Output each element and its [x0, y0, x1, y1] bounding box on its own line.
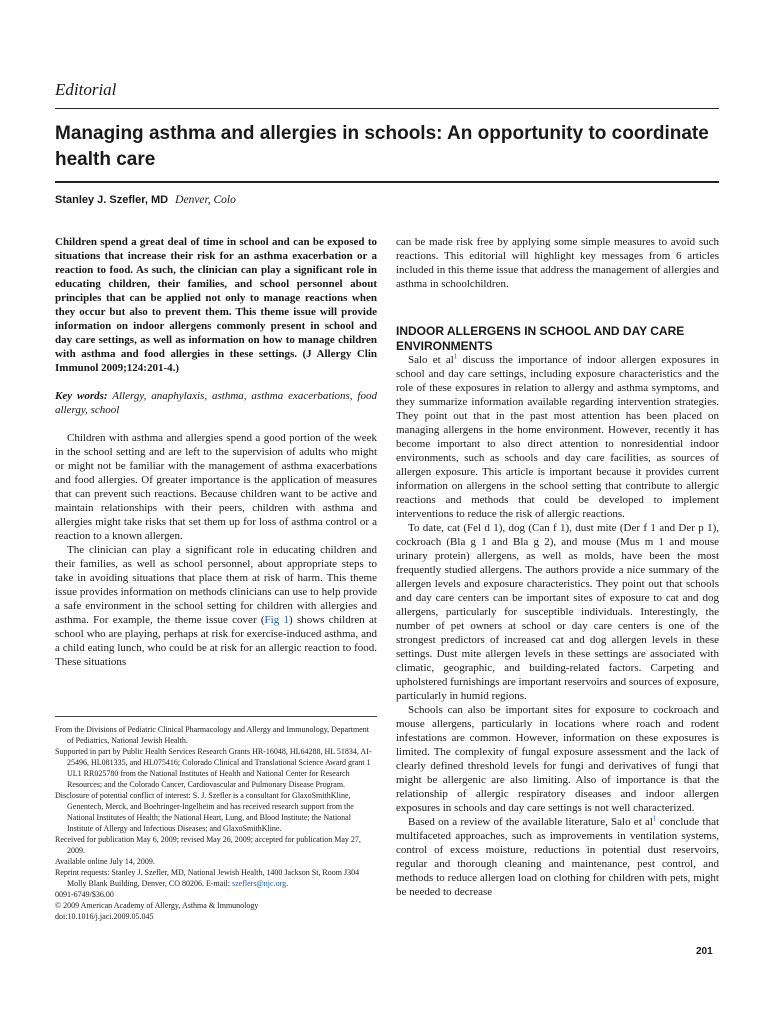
- right-paragraph-3: Schools can also be important sites for exposure to cockroach and mouse allergens, particularly in locations where roach and rodent infestations are common. However, information on these exposures is limited. The complexity of fungal exposure assessment and the lack of clearly defined threshold levels for fungi and derivatives of fungi that might be allergenic are also limiting. Also of importance is that the relationship of allergic respiratory diseases and indoor allergen exposures in schools and day care settings is not well characterized.: [396, 704, 719, 814]
- right-paragraph-2: To date, cat (Fel d 1), dog (Can f 1), dust mite (Der f 1 and Der p 1), cockroach (Bla g 1 and Bla g 2), and mouse (Mus m 1 and mouse urinary protein) allergens, as well as molds, have been the most frequently studied allergens. The authors provide a nice summary of the allergen levels and exposure characteristics. They point out that schools and day care centers can be important sites of exposure to cat and dog allergens, particularly for susceptible individuals. Interestingly, the number of pet owners at school or day care centers is one of the strongest predictors of increased cat and dog allergen levels in these settings. Dust mite allergen levels in these settings are associated with climatic, geographic, and building-related factors. Carpeting and upholstered furnishings are important reservoirs and sources of exposure, particularly in humid regions.: [396, 522, 719, 702]
- right-body: [396, 353, 719, 899]
- right-p4-text-a: Based on a review of the available literature, Salo et al: [408, 816, 653, 828]
- ref-1-link[interactable]: 1: [652, 814, 657, 823]
- footnote-issn: 0091-6749/$36.00: [55, 890, 114, 899]
- footnote-available: Available online July 14, 2009.: [55, 857, 155, 866]
- right-p4-text-b: conclude that multifaceted approaches, such as improvements in ventilation systems, control of excess moisture, reductions in potential dust reservoirs, regular and thorough cleaning and maintenance, pest control, and methods to reduce allergen load on clothing for children with pets, might be needed to decrease: [396, 816, 720, 898]
- section-heading: INDOOR ALLERGENS IN SCHOOL AND DAY CARE ENVIRONMENTS: [396, 324, 685, 353]
- footnote-disclosure: Disclosure of potential conflict of interest: S. J. Szefler is a consultant for GlaxoSmithKline, Genentech, Merck, and Boehringer-Ingelheim and has received research support from the National Institutes of Health; the National Heart, Lung, and Blood Institute; the National Institute of Allergy and Infectious Diseases; and GlaxoSmithKline.: [55, 791, 354, 833]
- footnotes: [55, 724, 377, 922]
- keywords: [55, 389, 377, 417]
- footnote-doi: doi:10.1016/j.jaci.2009.05.045: [55, 912, 154, 921]
- right-p1-text-b: discuss the importance of indoor allergen exposures in school and day care settings, including exposure characteristics and the role of these exposures in relation to allergy and asthma symptoms, and they summarize information available regarding intervention strategies. They point out that in the past most attention has been placed on managing allergens in the home environment. However, recently it has become important to also direct attention to nonresidential indoor environments, such as schools and day care facilities, as sources of allergen exposure. This article is important because it provides current information on allergens in the school setting that contribute to allergic reactions and methods that could be developed to implement interventions to reduce the risk of allergic reactions.: [396, 354, 719, 520]
- reprint-text: Reprint requests: Stanley J. Szefler, MD, National Jewish Health, 1400 Jackson St, Room J304 Molly Blank Building, Denver, CO 80206. E-mail:: [55, 868, 360, 888]
- author-name: Stanley J. Szefler, MD: [55, 194, 169, 206]
- title-rule: [55, 181, 719, 183]
- author-line: [55, 194, 236, 206]
- abstract: Children spend a great deal of time in school and can be exposed to situations that increase their risk for an asthma exacerbation or a reaction to food. As such, the clinician can play a significant role in educating children, their families, and school personnel about principles that can be applied not only to manage reactions when they occur but also to prevent them. This theme issue will provide information on indoor allergens commonly present in school and day care settings, as well as information on how to manage children with asthma and food allergies in these settings. (J Allergy Clin Immunol 2009;124:201-4.): [55, 236, 377, 374]
- left-paragraph-2: [55, 543, 377, 669]
- reprint-period: .: [286, 879, 289, 888]
- article-title: Managing asthma and allergies in schools: An opportunity to coordinate health care: [55, 123, 709, 170]
- footnote-funding: Supported in part by Public Health Services Research Grants HR-16048, HL64288, HL 51834, AI-25496, HL081335, and HL075416; Colorado Clinical and Translational Science Award grant 1 UL1 RR025780 from the National Institutes of Health and National Center for Research Resources; and the Colorado Cancer, Cardiovascular and Pulmonary Disease Program.: [55, 747, 372, 789]
- section-label: Editorial: [55, 80, 117, 99]
- keywords-label: Key words:: [55, 390, 108, 402]
- left-paragraph-1: Children with asthma and allergies spend a good portion of the week in the school setting and are left to the supervision of adults who might or might not be familiar with the management of asthma exacerbations and food allergies. Of greater importance is the application of measures that can prevent such reactions. Because children want to be active and maintain relationships with their peers, children with asthma and allergies might take risks that set them up for loss of asthma control or a reaction to a known allergen.: [55, 432, 377, 542]
- author-location: Denver, Colo: [175, 194, 236, 206]
- right-p1-text-a: Salo et al: [408, 354, 454, 366]
- footnote-received: Received for publication May 6, 2009; revised May 26, 2009; accepted for publication May 27, 2009.: [55, 835, 361, 855]
- ref-1-link[interactable]: 1: [453, 352, 458, 361]
- fig1-link[interactable]: Fig 1: [264, 614, 289, 626]
- email-link[interactable]: szeflers@njc.org: [232, 879, 287, 888]
- footnote-copyright: © 2009 American Academy of Allergy, Asthma & Immunology: [55, 901, 259, 910]
- left-body: [55, 431, 377, 669]
- left-p2-text-b: ) shows children at school who are playing, perhaps at risk for exercise-induced asthma, and a child eating lunch, who could be at risk for an allergic reaction to food. These situations: [55, 614, 377, 668]
- footnote-rule: [55, 716, 377, 717]
- right-paragraph-4: [396, 815, 719, 899]
- keywords-text: Allergy, anaphylaxis, asthma, asthma exacerbations, food allergy, school: [55, 390, 377, 416]
- left-p2-text-a: The clinician can play a significant role in educating children and their families, as well as school personnel, about appropriate steps to take in avoiding situations that place them at risk of harm. This theme issue provides information on methods clinicians can use to help provide a safe environment in the school setting for children with allergies and asthma. For example, the theme issue cover (: [55, 544, 377, 626]
- right-paragraph-1: [396, 353, 719, 521]
- footnote-affiliation: From the Divisions of Pediatric Clinical Pharmacology and Allergy and Immunology, Department of Pediatrics, National Jewish Health.: [55, 725, 369, 745]
- top-rule: [55, 108, 719, 109]
- right-intro: can be made risk free by applying some simple measures to avoid such reactions. This editorial will highlight key messages from 6 articles included in this theme issue that address the management of allergies and asthma in schoolchildren.: [396, 236, 719, 290]
- page-number: 201: [696, 946, 713, 957]
- footnote-reprint: [55, 867, 377, 889]
